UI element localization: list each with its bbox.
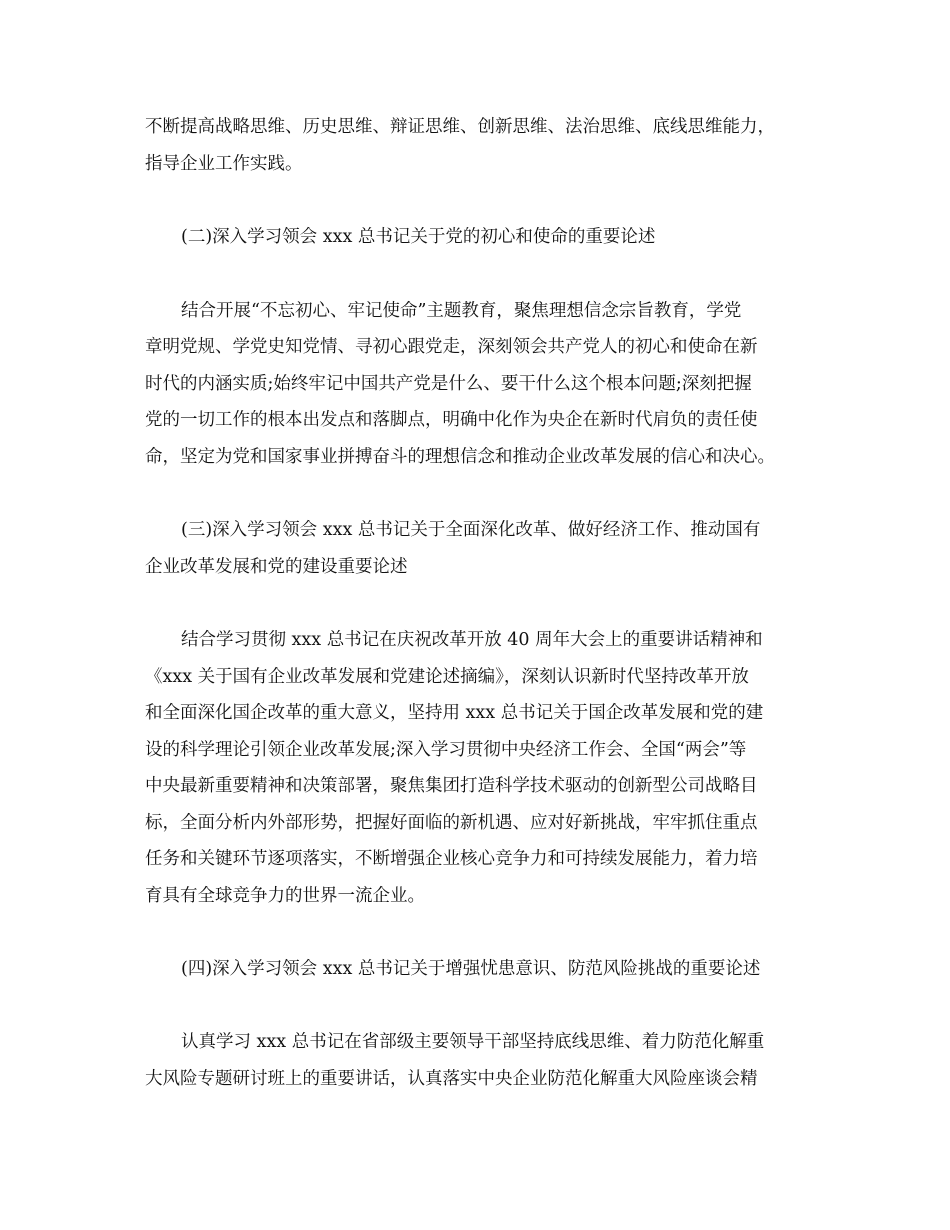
text-line: 标，全面分析内外部形势，把握好面临的新机遇、应对好新挑战，牢牢抓住重点 [145,813,758,833]
heading-line: (三)深入学习领会 xxx 总书记关于全面深化改革、做好经济工作、推动国有 [181,520,761,540]
text-line: 章明党规、学党史知党情、寻初心跟党走，深刻领会共产党人的初心和使命在新 [145,337,758,357]
text-line: 党的一切工作的根本出发点和落脚点，明确中化作为央企在新时代肩负的责任使 [145,410,758,430]
heading-line: 企业改革发展和党的建设重要论述 [145,557,408,577]
text-line: 任务和关键环节逐项落实，不断增强企业核心竞争力和可持续发展能力，着力培 [145,849,758,869]
text-line: 认真学习 xxx 总书记在省部级主要领导干部坚持底线思维、着力防范化解重 [181,1032,765,1052]
text-line: 设的科学理论引领企业改革发展;深入学习贯彻中央经济工作会、全国“两会”等 [145,740,747,760]
text-line: 不断提高战略思维、历史思维、辩证思维、创新思维、法治思维、底线思维能力， [145,117,775,137]
text-line: 时代的内涵实质;始终牢记中国共产党是什么、要干什么这个根本问题;深刻把握 [145,374,752,394]
text-line: 育具有全球竞争力的世界一流企业。 [145,886,425,906]
text-line: 和全面深化国企改革的重大意义，坚持用 xxx 总书记关于国企改革发展和党的建 [145,703,764,723]
text-line: 《xxx 关于国有企业改革发展和党建论述摘编》，深刻认识新时代坚持改革开放 [145,667,749,687]
heading-line: (四)深入学习领会 xxx 总书记关于增强忧患意识、防范风险挑战的重要论述 [181,959,761,979]
text-line: 结合学习贯彻 xxx 总书记在庆祝改革开放 40 周年大会上的重要讲话精神和 [181,630,763,650]
text-line: 命，坚定为党和国家事业拼搏奋斗的理想信念和推动企业改革发展的信心和决心。 [145,447,775,467]
heading-line: (二)深入学习领会 xxx 总书记关于党的初心和使命的重要论述 [181,227,656,247]
text-line: 指导企业工作实践。 [145,154,303,174]
text-line: 结合开展“不忘初心、牢记使命”主题教育，聚焦理想信念宗旨教育，学党 [181,301,742,321]
text-line: 大风险专题研讨班上的重要讲话，认真落实中央企业防范化解重大风险座谈会精 [145,1069,758,1089]
text-line: 中央最新重要精神和决策部署，聚焦集团打造科学技术驱动的创新型公司战略目 [145,776,758,796]
